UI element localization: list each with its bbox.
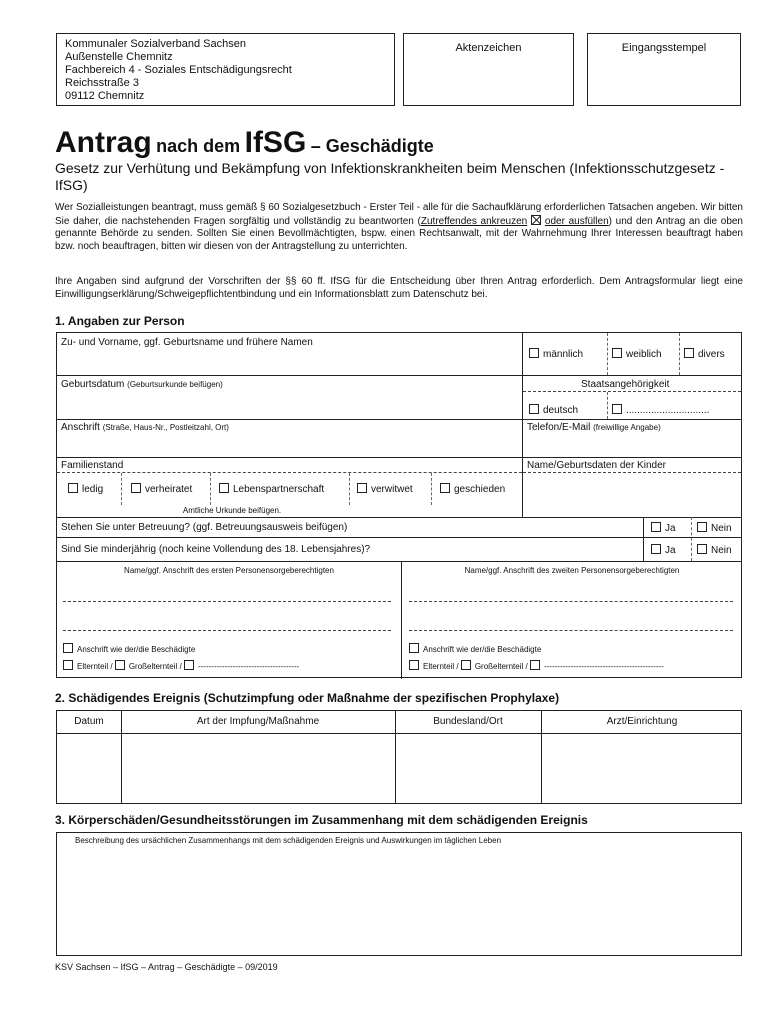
family-divorced-checkbox[interactable] [440, 483, 450, 493]
family-divorced-option[interactable]: geschieden [440, 483, 505, 496]
minor-no-option[interactable]: Nein [697, 544, 732, 557]
section-2-title: 2. Schädigendes Ereignis (Schutzimpfung oder Maßnahme der spezifischen Prophylaxe) [55, 691, 560, 705]
family-married-checkbox[interactable] [131, 483, 141, 493]
address-line: 09112 Chemnitz [65, 90, 145, 102]
address-line: Reichsstraße 3 [65, 77, 139, 89]
guardian-1-relation: Elternteil / Großelternteil / -------------------------------------- [63, 660, 299, 672]
guardian-2-parent-checkbox[interactable] [409, 660, 419, 670]
nationality-german-checkbox[interactable] [529, 404, 539, 414]
gender-female-option[interactable]: weiblich [612, 348, 662, 361]
column-header-date: Datum [74, 716, 104, 727]
family-partnership-option[interactable]: Lebenspartnerschaft [219, 483, 324, 496]
family-married-option[interactable]: verheiratet [131, 483, 192, 496]
nationality-label: Staatsangehörigkeit [581, 379, 670, 390]
guardian-1-same-address[interactable]: Anschrift wie der/die Beschädigte [63, 643, 195, 655]
family-widowed-option[interactable]: verwitwet [357, 483, 413, 496]
care-no-option[interactable]: Nein [697, 522, 732, 535]
aktenzeichen-label: Aktenzeichen [455, 42, 522, 54]
state-place-cell[interactable] [397, 735, 539, 803]
gender-male-option[interactable]: männlich [529, 348, 583, 361]
aktenzeichen-box[interactable] [403, 33, 574, 106]
event-table [56, 710, 742, 804]
minor-question: Sind Sie minderjährig (noch keine Vollendung des 18. Lebensjahres)? [61, 544, 371, 555]
intro-paragraph-2: Ihre Angaben sind aufgrund der Vorschriften der §§ 60 ff. IfSG für die Entscheidung über Ihren Antrag erforderlich. Dem Antragsformular liegt eine Einwilligungserklärung/Schweigepflichtentbindung und ein Informationsblatt zum Datenschutz bei. [55, 276, 743, 300]
gender-female-checkbox[interactable] [612, 348, 622, 358]
guardian-2-same-address[interactable]: Anschrift wie der/die Beschädigte [409, 643, 541, 655]
person-details-table [56, 332, 742, 678]
guardian-2-label: Name/ggf. Anschrift des zweiten Personensorgeberechtigten [464, 566, 680, 575]
section-3-title: 3. Körperschäden/Gesundheitsstörungen im Zusammenhang mit dem schädigenden Ereignis [55, 813, 588, 827]
health-damage-field[interactable] [56, 832, 742, 956]
intro-paragraph-1: Wer Sozialleistungen beantragt, muss gemäß § 60 Sozialgesetzbuch - Erster Teil - alle für die Sachaufklärung erforderlichen Tatsachen angeben. Wir bitten Sie daher, die nachstehenden Fragen sorgfältig und vollständig zu beantworten (Zutreffendes ankreuzen oder ausfüllen) und den Antrag an die oben genannte Behörde zu senden. Sollten Sie einen Bevollmächtigten, bspw. einen Rechtsanwalt, mit der Wahrnehmung Ihrer Interessen beauftragt haben bzw. noch beauftragen, bitten wir diesen von der Antragstellung zu unterrichten. [55, 202, 743, 252]
name-field[interactable] [59, 351, 519, 373]
birthdate-field[interactable] [59, 393, 519, 417]
column-header-doctor: Arzt/Einrichtung [606, 716, 678, 727]
address-line: Kommunaler Sozialverband Sachsen [65, 38, 246, 50]
guardian-1-other-checkbox[interactable] [184, 660, 194, 670]
guardian-2-relation: Elternteil / Großelternteil / --------------------------------------------- [409, 660, 664, 672]
page-title: Antrag nach dem IfSG – Geschädigte [55, 126, 434, 159]
children-label: Name/Geburtsdaten der Kinder [527, 460, 666, 471]
family-widowed-checkbox[interactable] [357, 483, 367, 493]
guardian-1-label: Name/ggf. Anschrift des ersten Personensorgeberechtigten [124, 566, 334, 575]
birthdate-label: Geburtsdatum (Geburtsurkunde beifügen) [61, 379, 223, 390]
guardian-1-same-address-checkbox[interactable] [63, 643, 73, 653]
doctor-cell[interactable] [543, 735, 741, 803]
care-no-checkbox[interactable] [697, 522, 707, 532]
care-question: Stehen Sie unter Betreuung? (ggf. Betreuungsausweis beifügen) [61, 522, 348, 533]
address-line: Fachbereich 4 - Soziales Entschädigungsrecht [65, 64, 292, 76]
gender-male-checkbox[interactable] [529, 348, 539, 358]
example-checkbox [531, 215, 541, 225]
gender-diverse-checkbox[interactable] [684, 348, 694, 358]
name-label: Zu- und Vorname, ggf. Geburtsname und frühere Namen [61, 337, 313, 348]
column-header-state-place: Bundesland/Ort [433, 716, 503, 727]
nationality-german-option[interactable]: deutsch [529, 404, 578, 417]
care-yes-checkbox[interactable] [651, 522, 661, 532]
eingangsstempel-label: Eingangsstempel [621, 42, 707, 54]
address-label: Anschrift (Straße, Haus-Nr., Postleitzahl, Ort) [61, 422, 229, 433]
care-yes-option[interactable]: Ja [651, 522, 676, 535]
page-subtitle: Gesetz zur Verhütung und Bekämpfung von Infektionskrankheiten beim Menschen (Infektionsschutzgesetz - IfSG) [55, 160, 725, 193]
family-status-label: Familienstand [61, 460, 124, 471]
health-damage-description-label: Beschreibung des ursächlichen Zusammenhangs mit dem schädigenden Ereignis und Auswirkungen im täglichen Leben [75, 836, 502, 845]
family-single-option[interactable]: ledig [68, 483, 103, 496]
minor-no-checkbox[interactable] [697, 544, 707, 554]
address-field[interactable] [59, 435, 519, 455]
address-line: Außenstelle Chemnitz [65, 51, 173, 63]
instruction-link-2: oder ausfüllen [544, 215, 609, 227]
nationality-other-checkbox[interactable] [612, 404, 622, 414]
phone-label: Telefon/E-Mail (freiwillige Angabe) [527, 422, 661, 433]
date-cell[interactable] [58, 735, 120, 803]
children-field[interactable] [525, 475, 739, 515]
guardian-2-grandparent-checkbox[interactable] [461, 660, 471, 670]
section-1-title: 1. Angaben zur Person [55, 314, 185, 328]
family-partnership-checkbox[interactable] [219, 483, 229, 493]
column-header-vaccination: Art der Impfung/Maßnahme [196, 716, 320, 727]
instruction-link: Zutreffendes ankreuzen [420, 215, 528, 227]
guardian-2-line-1[interactable] [409, 601, 733, 602]
gender-diverse-option[interactable]: divers [684, 348, 725, 361]
authority-address-box [56, 33, 395, 106]
footer-text: KSV Sachsen – IfSG – Antrag – Geschädigte – 09/2019 [55, 962, 278, 972]
guardian-1-grandparent-checkbox[interactable] [115, 660, 125, 670]
minor-yes-checkbox[interactable] [651, 544, 661, 554]
guardian-2-other-checkbox[interactable] [530, 660, 540, 670]
vaccination-cell[interactable] [123, 735, 393, 803]
phone-field[interactable] [525, 435, 739, 455]
eingangsstempel-box [587, 33, 741, 106]
official-docs-note: Amtliche Urkunde beifügen. [182, 506, 282, 515]
family-single-checkbox[interactable] [68, 483, 78, 493]
guardian-1-line-1[interactable] [63, 601, 391, 602]
guardian-2-same-address-checkbox[interactable] [409, 643, 419, 653]
minor-yes-option[interactable]: Ja [651, 544, 676, 557]
guardian-1-parent-checkbox[interactable] [63, 660, 73, 670]
guardian-2-line-2[interactable] [409, 630, 733, 631]
guardian-1-line-2[interactable] [63, 630, 391, 631]
nationality-other-option[interactable]: .............................. [612, 404, 709, 417]
